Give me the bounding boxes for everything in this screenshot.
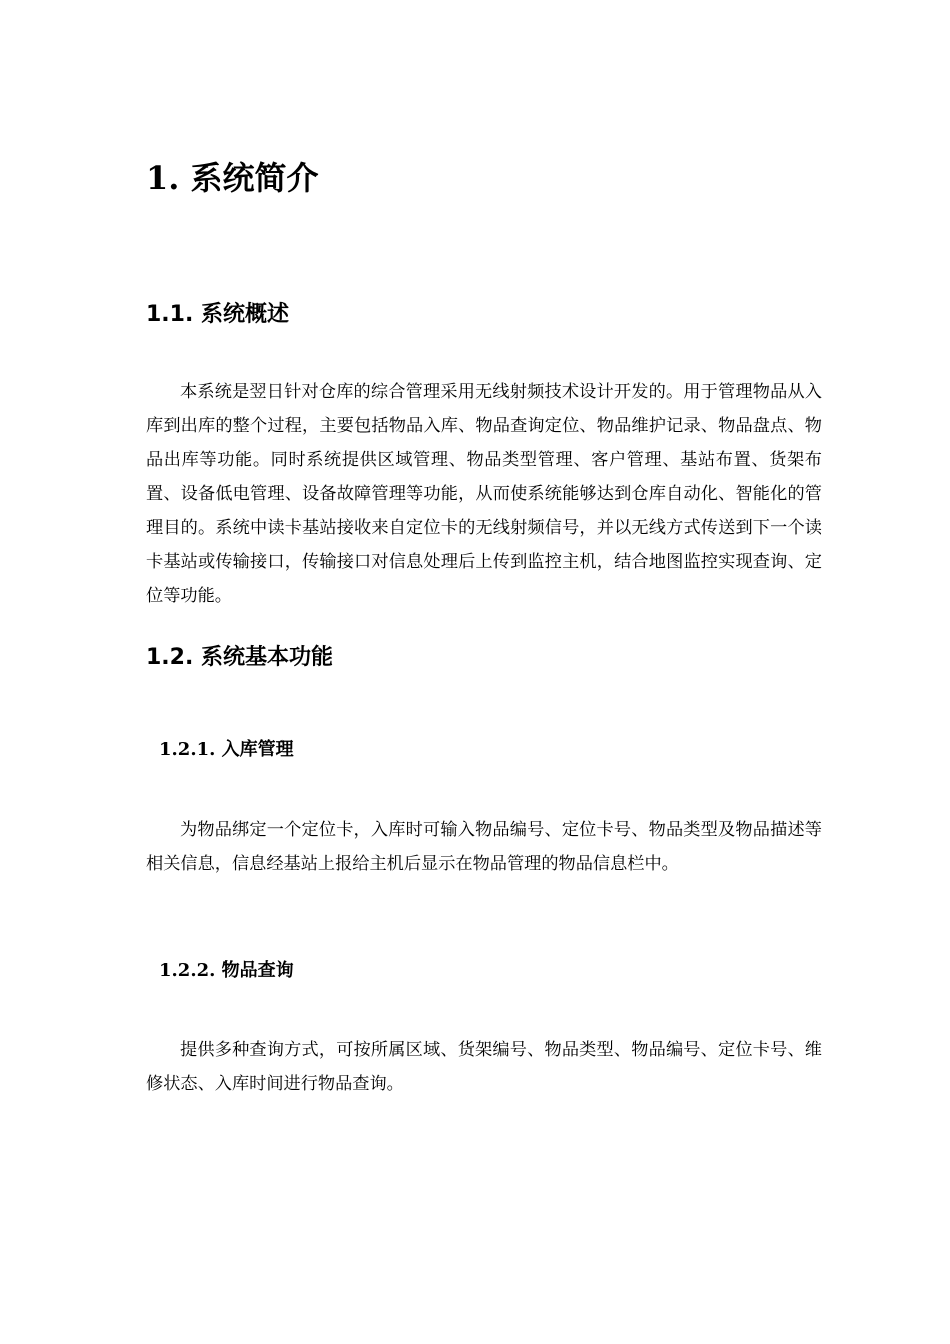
paragraph-item-query: 提供多种查询方式，可按所属区域、货架编号、物品类型、物品编号、定位卡号、维修状态、入库时间进行物品查询。 <box>146 1040 822 1094</box>
paragraph-system-overview: 本系统是翌日针对仓库的综合管理采用无线射频技术设计开发的。用于管理物品从入库到出库的整个过程，主要包括物品入库、物品查询定位、物品维护记录、物品盘点、物品出库等功能。同时系统提供区域管理、物品类型管理、客户管理、基站布置、货架布置、设备低电管理、设备故障管理等功能，从而使系统能够达到仓库自动化、智能化的管理目的。系统中读卡基站接收来自定位卡的无线射频信号，并以无线方式传送到下一个读卡基站或传输接口，传输接口对信息处理后上传到监控主机，结合地图监控实现查询、定位等功能。 <box>146 382 822 606</box>
heading-basic-functions: 1.2. 系统基本功能 <box>146 645 333 670</box>
heading-item-query: 1.2.2. 物品查询 <box>159 960 294 981</box>
heading-system-intro: 1. 系统简介 <box>146 159 319 197</box>
heading-inbound-management: 1.2.1. 入库管理 <box>159 739 294 760</box>
heading-system-overview: 1.1. 系统概述 <box>146 302 289 327</box>
paragraph-inbound-management: 为物品绑定一个定位卡，入库时可输入物品编号、定位卡号、物品类型及物品描述等相关信息，信息经基站上报给主机后显示在物品管理的物品信息栏中。 <box>146 820 822 874</box>
